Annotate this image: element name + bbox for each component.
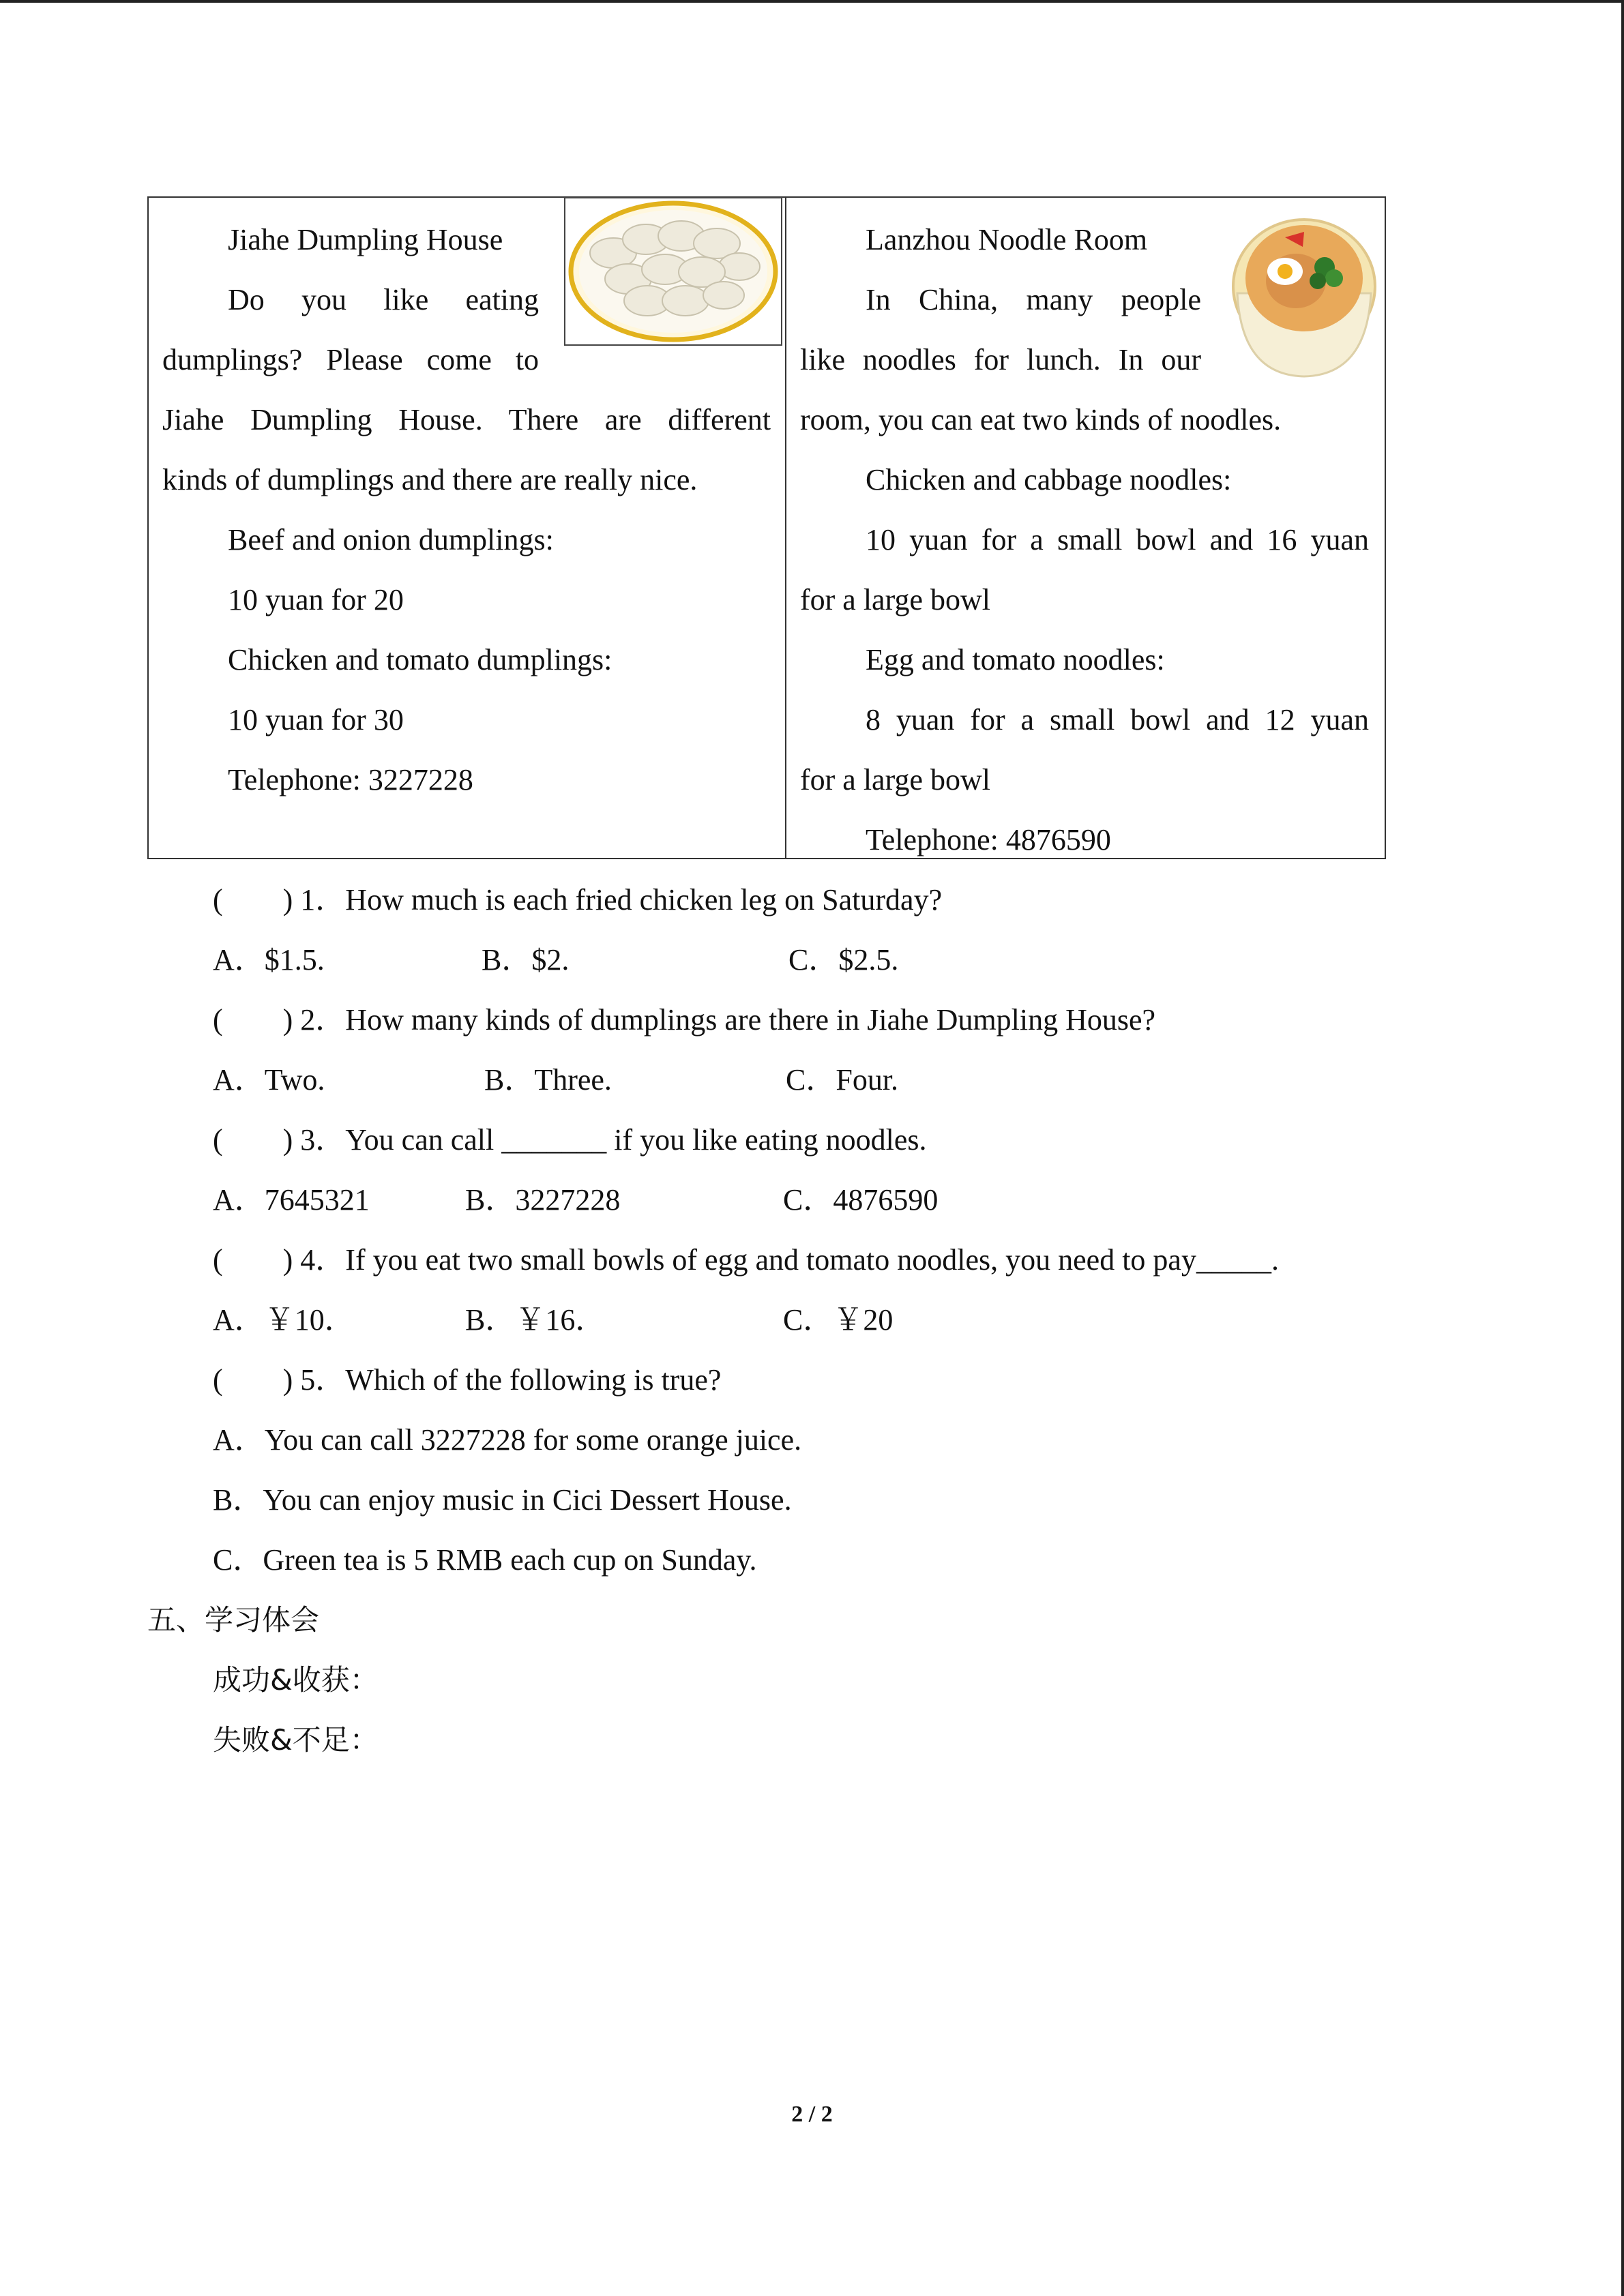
question-5-stem: ( ) 5．Which of the following is true? xyxy=(213,1363,722,1397)
dumplings-plate-icon xyxy=(564,197,782,346)
question-3-option-c: C．4876590 xyxy=(783,1183,939,1217)
question-2-option-c: C．Four. xyxy=(786,1063,899,1097)
noodle-ad-line: room, you can eat two kinds of noodles. xyxy=(800,403,1282,436)
dumpling-ad-line: Jiahe Dumpling House. There are different xyxy=(162,403,771,436)
dumpling-ad-line: Beef and onion dumplings: xyxy=(228,523,554,556)
noodle-ad-line: In China, many people xyxy=(866,283,1201,316)
question-4-stem: ( ) 4．If you eat two small bowls of egg and tomato noodles, you need to pay_____. xyxy=(213,1243,1279,1277)
noodle-ad-title: Lanzhou Noodle Room xyxy=(866,223,1148,256)
dumpling-ad-line: Do you like eating xyxy=(228,283,539,316)
question-5-option-b: B．You can enjoy music in Cici Dessert House. xyxy=(213,1483,792,1517)
question-5-option-a: A．You can call 3227228 for some orange juice. xyxy=(213,1423,802,1457)
question-1-option-a: A．$1.5. xyxy=(213,943,325,976)
gains-label: 成功&收获： xyxy=(213,1663,379,1697)
dumpling-ad-title: Jiahe Dumpling House xyxy=(228,223,503,256)
question-4-option-c: C．￥20 xyxy=(783,1303,894,1337)
top-border xyxy=(0,0,1624,3)
dumpling-ad-line: dumplings? Please come to xyxy=(162,343,539,376)
right-border xyxy=(1621,0,1624,2296)
question-1-stem: ( ) 1．How much is each fried chicken leg on Saturday? xyxy=(213,883,943,916)
noodle-ad-line: Egg and tomato noodles: xyxy=(866,643,1165,676)
question-2-option-a: A．Two. xyxy=(213,1063,325,1097)
noodle-ad-line: 10 yuan for a small bowl and 16 yuan xyxy=(866,523,1369,556)
noodle-bowl-icon xyxy=(1228,205,1383,383)
question-2-option-b: B．Three. xyxy=(484,1063,612,1097)
question-5-option-c: C．Green tea is 5 RMB each cup on Sunday. xyxy=(213,1543,757,1577)
noodle-ad-line: 8 yuan for a small bowl and 12 yuan xyxy=(866,703,1369,736)
section-5-heading: 五、学习体会 xyxy=(147,1603,320,1637)
dumpling-ad-telephone: Telephone: 3227228 xyxy=(228,763,473,796)
dumpling-ad-line: Chicken and tomato dumplings: xyxy=(228,643,612,676)
noodle-ad-line: like noodles for lunch. In our xyxy=(800,343,1201,376)
question-2-stem: ( ) 2．How many kinds of dumplings are there in Jiahe Dumpling House? xyxy=(213,1003,1156,1037)
page-number: 2 / 2 xyxy=(791,2102,833,2127)
noodle-ad-telephone: Telephone: 4876590 xyxy=(866,823,1111,856)
noodle-ad-line: for a large bowl xyxy=(800,763,990,796)
question-3-option-a: A．7645321 xyxy=(213,1183,370,1217)
dumpling-ad-line: 10 yuan for 20 xyxy=(228,583,404,616)
noodle-ad-line: Chicken and cabbage noodles: xyxy=(866,463,1232,496)
question-3-option-b: B．3227228 xyxy=(465,1183,621,1217)
question-3-stem: ( ) 3．You can call _______ if you like eating noodles. xyxy=(213,1123,927,1157)
question-4-option-a: A．￥10． xyxy=(213,1303,355,1337)
dumpling-ad-line: kinds of dumplings and there are really nice. xyxy=(162,463,698,496)
question-1-option-c: C．$2.5. xyxy=(788,943,899,976)
dumpling-ad-line: 10 yuan for 30 xyxy=(228,703,404,736)
question-4-option-b: B．￥16． xyxy=(465,1303,606,1337)
shortcomings-label: 失败&不足： xyxy=(213,1723,379,1757)
noodle-ad-line: for a large bowl xyxy=(800,583,990,616)
question-1-option-b: B．$2. xyxy=(482,943,570,976)
